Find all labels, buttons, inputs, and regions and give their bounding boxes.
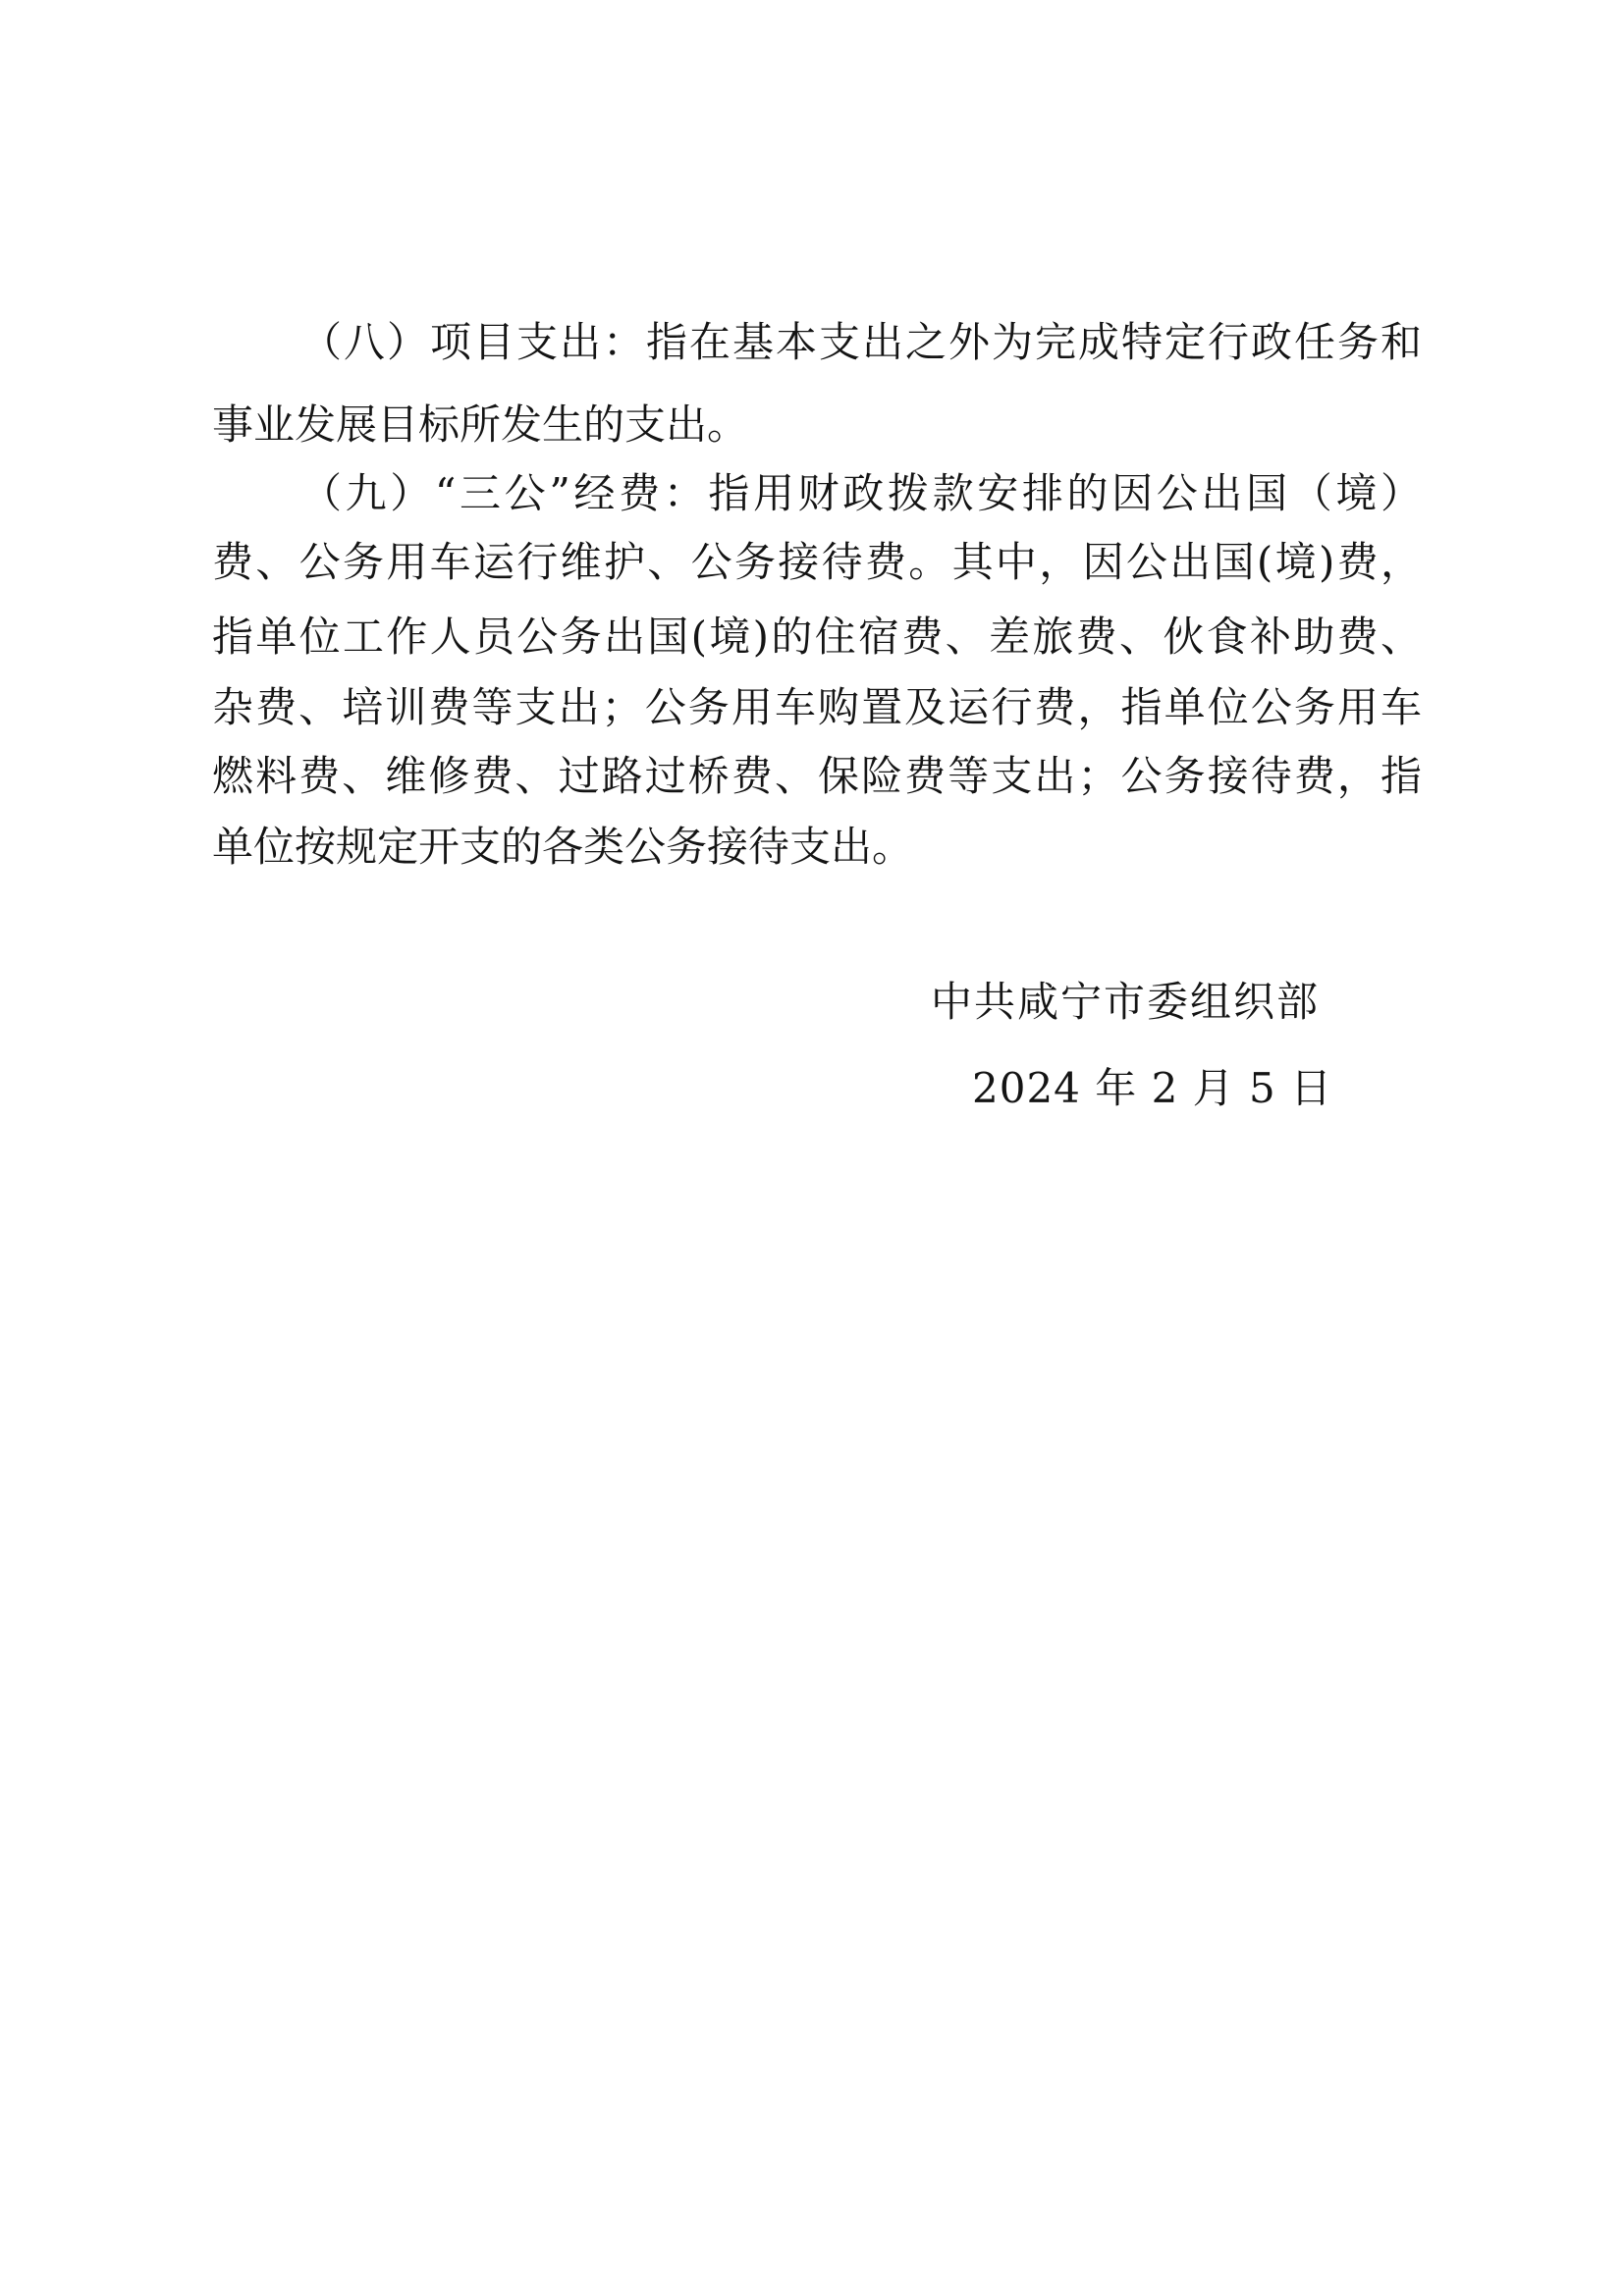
issuing-organization: 中共咸宁市委组织部 [931, 978, 1321, 1026]
text-line: 事业发展目标所发生的支出。 [212, 400, 749, 449]
text-line: 杂费、培训费等支出；公务用车购置及运行费，指单位公务用车 [212, 683, 1422, 731]
text-line: 燃料费、维修费、过路过桥费、保险费等支出；公务接待费，指 [212, 752, 1422, 800]
issue-date: 2024 年 2 月 5 日 [972, 1064, 1333, 1112]
text-line: 费、公务用车运行维护、公务接待费。其中，因公出国(境)费， [212, 538, 1422, 586]
text-line: 指单位工作人员公务出国(境)的住宿费、差旅费、伙食补助费、 [212, 613, 1422, 661]
text-line: （九）“三公”经费：指用财政拨款安排的因公出国（境） [300, 469, 1422, 517]
text-line: 单位按规定开支的各类公务接待支出。 [212, 823, 914, 871]
text-line: （八）项目支出：指在基本支出之外为完成特定行政任务和 [300, 318, 1422, 366]
